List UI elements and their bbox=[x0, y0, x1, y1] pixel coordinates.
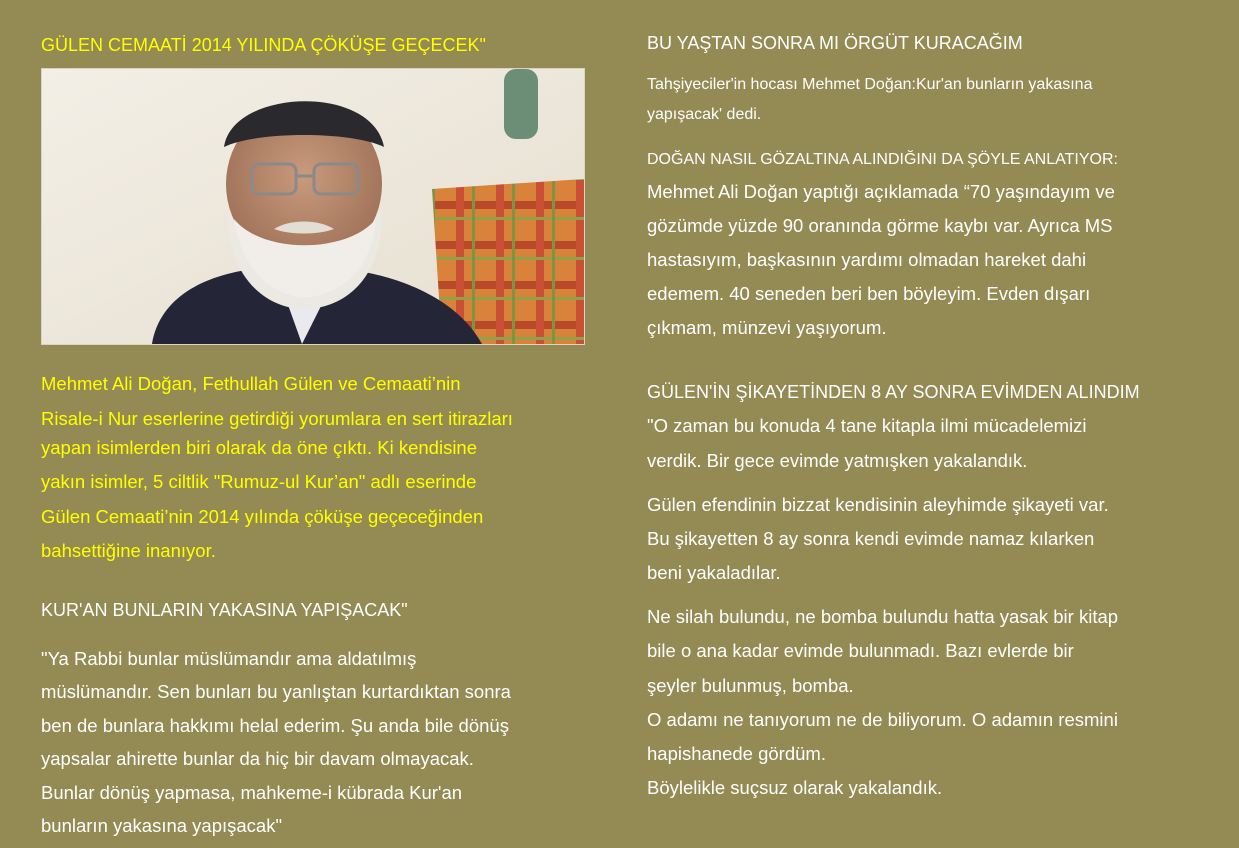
search-line: Böylelikle suçsuz olarak yakalandık. bbox=[647, 777, 943, 798]
intro-line: yapan isimlerden biri olarak da öne çıktı. Ki kendisine bbox=[41, 437, 478, 458]
portrait-photo bbox=[41, 68, 585, 345]
right-headline: BU YAŞTAN SONRA MI ÖRGÜT KURACAĞIM bbox=[647, 33, 1023, 53]
search-line: şeyler bulunmuş, bomba. bbox=[647, 675, 854, 696]
statement-line: Mehmet Ali Doğan yaptığı açıklamada “70 yaşındayım ve bbox=[647, 181, 1115, 202]
tahsiye-line: Tahşiyeciler'in hocası Mehmet Doğan:Kur'an bunların yakasına bbox=[647, 76, 1093, 93]
portrait-image bbox=[42, 69, 584, 344]
complaint-heading: GÜLEN'İN ŞİKAYETİNDEN 8 AY SONRA EVİMDEN ALINDIM bbox=[647, 382, 1140, 402]
intro-line: Risale-i Nur eserlerine getirdiği yorumlara en sert itirazları bbox=[41, 408, 513, 429]
left-headline: GÜLEN CEMAATİ 2014 YILINDA ÇÖKÜŞE GEÇECEK" bbox=[41, 35, 486, 55]
statement-line: çıkmam, münzevi yaşıyorum. bbox=[647, 317, 887, 338]
custody-heading: DOĞAN NASIL GÖZALTINA ALINDIĞINI DA ŞÖYLE ANLATIYOR: bbox=[647, 151, 1118, 168]
statement-line: edemem. 40 seneden beri ben böyleyim. Evden dışarı bbox=[647, 283, 1091, 304]
intro-line: Mehmet Ali Doğan, Fethullah Gülen ve Cemaati’nin bbox=[41, 373, 461, 394]
intro-line: Gülen Cemaati’nin 2014 yılında çöküşe geçeceğinden bbox=[41, 506, 484, 527]
search-line: O adamı ne tanıyorum ne de biliyorum. O adamın resmini bbox=[647, 709, 1118, 730]
quote-line: "Ya Rabbi bunlar müslümandır ama aldatılmış bbox=[41, 648, 417, 669]
gulen-line: Gülen efendinin bizzat kendisinin aleyhimde şikayeti var. bbox=[647, 494, 1109, 515]
search-line: bile o ana kadar evimde bulunmadı. Bazı evlerde bir bbox=[647, 640, 1074, 661]
statement-line: hastasıyım, başkasının yardımı olmadan hareket dahi bbox=[647, 249, 1087, 270]
books-line: "O zaman bu konuda 4 tane kitapla ilmi mücadelemizi bbox=[647, 415, 1087, 436]
statement-line: gözümde yüzde 90 oranında görme kaybı var. Ayrıca MS bbox=[647, 215, 1113, 236]
quote-line: ben de bunlara hakkımı helal ederim. Şu anda bile dönüş bbox=[41, 715, 509, 736]
left-subheading: KUR'AN BUNLARIN YAKASINA YAPIŞACAK" bbox=[41, 600, 408, 620]
quote-line: bunların yakasına yapışacak" bbox=[41, 815, 283, 836]
quote-line: Bunlar dönüş yapmasa, mahkeme-i kübrada Kur'an bbox=[41, 782, 463, 803]
tahsiye-line: yapışacak' dedi. bbox=[647, 106, 762, 123]
quote-line: müslümandır. Sen bunları bu yanlıştan kurtardıktan sonra bbox=[41, 681, 511, 702]
gulen-line: beni yakaladılar. bbox=[647, 562, 781, 583]
quote-line: yapsalar ahirette bunlar da hiç bir davam olmayacak. bbox=[41, 748, 474, 769]
search-line: Ne silah bulundu, ne bomba bulundu hatta yasak bir kitap bbox=[647, 606, 1119, 627]
search-line: hapishanede gördüm. bbox=[647, 743, 826, 764]
intro-line: yakın isimler, 5 ciltlik "Rumuz-ul Kur’an" adlı eserinde bbox=[41, 471, 477, 492]
intro-line: bahsettiğine inanıyor. bbox=[41, 540, 216, 561]
books-line: verdik. Bir gece evimde yatmışken yakalandık. bbox=[647, 450, 1028, 471]
gulen-line: Bu şikayetten 8 ay sonra kendi evimde namaz kılarken bbox=[647, 528, 1095, 549]
